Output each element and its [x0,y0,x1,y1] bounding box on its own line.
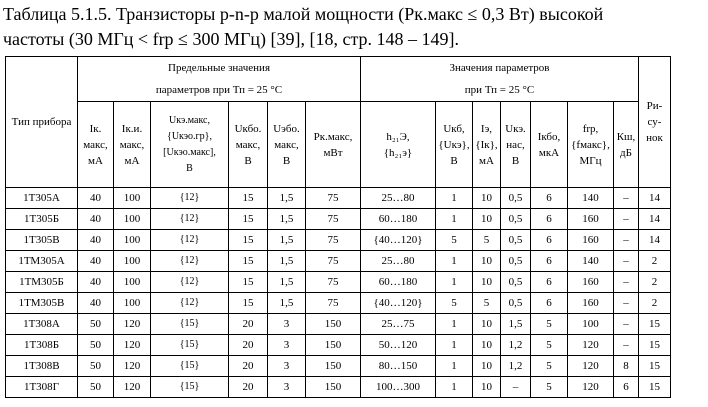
table-cell: 5 [531,356,568,377]
table-cell: 3 [268,377,306,398]
table-cell: 5 [436,293,473,314]
table-cell: 50…120 [361,335,436,356]
table-cell: {40…120} [361,230,436,251]
table-cell: 5 [473,230,501,251]
table-cell: 160 [568,293,614,314]
table-cell: 0,5 [501,293,531,314]
table-cell: 100 [114,209,151,230]
table-row [6,356,671,377]
table-cell: 75 [306,272,361,293]
table-cell: 15 [229,209,268,230]
table-cell: – [614,293,639,314]
table-cell: 10 [473,314,501,335]
table-cell: 10 [473,335,501,356]
header-limit-line-1: Предельные значения [168,62,270,74]
device-type-cell: 1Т308В [6,356,78,377]
table-cell: 20 [229,314,268,335]
table-cell: 1 [436,188,473,209]
table-cell: 6 [531,188,568,209]
table-cell: 1,2 [501,356,531,377]
table-cell: 10 [473,377,501,398]
table-cell: 150 [306,377,361,398]
table-cell: 0,5 [501,251,531,272]
table-cell: 6 [531,251,568,272]
header-param-values [361,57,639,102]
table-cell: 1 [436,335,473,356]
table-cell: 100 [114,230,151,251]
table-cell: 10 [473,188,501,209]
table-row [6,293,671,314]
table-cell: – [501,377,531,398]
caption-line-1: Таблица 5.1.5. Транзисторы p-n-p малой мощности (Рк.макс ≤ 0,3 Вт) высокой [3,4,604,24]
table-row [6,251,671,272]
device-type-cell: 1Т308А [6,314,78,335]
table-cell: 1 [436,209,473,230]
header-device-type: Тип прибора [6,57,78,188]
table-cell: 2 [639,251,671,272]
table-cell: 3 [268,314,306,335]
table-cell: 0,5 [501,209,531,230]
table-cell: 2 [639,272,671,293]
table-cell: 1,5 [268,272,306,293]
table-cell: 75 [306,251,361,272]
table-cell: 50 [78,377,114,398]
header-figure: Ри- су- нок [639,57,671,188]
table-cell: 1,5 [268,230,306,251]
header-ksh: Кш, дБ [614,102,639,188]
header-ikbo: Iкбо, мкА [531,102,568,188]
header-ukb: Uкб, {Uкэ}, В [436,102,473,188]
table-cell: – [614,209,639,230]
table-cell: 1,5 [501,314,531,335]
table-cell: 40 [78,209,114,230]
header-iki-max: Iк.и. макс, мА [114,102,151,188]
caption-line-2: частоты (30 МГц < frp ≤ 300 МГц) [39], [18, стр. 148 – 149]. [3,29,460,49]
table-cell: 8 [614,356,639,377]
header-limit-values [78,57,361,102]
table-cell: 120 [114,335,151,356]
table-cell: 160 [568,272,614,293]
table-cell: 15 [229,251,268,272]
table-cell: 75 [306,293,361,314]
table-cell: 1,5 [268,209,306,230]
table-cell: 40 [78,272,114,293]
device-type-cell: 1Т308Г [6,377,78,398]
header-h21e: h₂₁Э, {h₂₁э} [361,102,436,188]
table-cell: 1 [436,377,473,398]
table-cell: 40 [78,230,114,251]
table-cell: 10 [473,272,501,293]
table-cell: 20 [229,377,268,398]
table-cell: 1 [436,251,473,272]
table-cell: 15 [229,230,268,251]
table-cell: {40…120} [361,293,436,314]
table-cell: 1 [436,272,473,293]
table-cell: 10 [473,209,501,230]
table-cell: 15 [639,356,671,377]
table-cell: 120 [568,335,614,356]
table-cell: 120 [114,377,151,398]
table-cell: 6 [531,272,568,293]
table-cell: 6 [614,377,639,398]
table-cell: 150 [306,356,361,377]
table-cell: 100…300 [361,377,436,398]
table-row [6,230,671,251]
table-cell: 50 [78,314,114,335]
table-cell: 1,5 [268,188,306,209]
table-cell: {12} [151,209,229,230]
table-cell: – [614,272,639,293]
table-cell: – [614,188,639,209]
table-cell: 100 [114,251,151,272]
device-type-cell: 1Т305Б [6,209,78,230]
table-cell: 120 [114,314,151,335]
table-cell: 1,2 [501,335,531,356]
table-cell: 50 [78,335,114,356]
header-ie: Iэ, {Iк}, мА [473,102,501,188]
table-cell: 1,5 [268,293,306,314]
table-cell: 15 [639,314,671,335]
table-cell: 25…80 [361,251,436,272]
table-cell: {15} [151,356,229,377]
table-cell: – [614,230,639,251]
table-cell: 120 [568,356,614,377]
table-cell: 0,5 [501,272,531,293]
table-cell: 100 [114,293,151,314]
table-cell: 25…75 [361,314,436,335]
table-cell: 15 [639,377,671,398]
table-cell: – [614,335,639,356]
header-pk-max: Рк.макс, мВт [306,102,361,188]
device-type-cell: 1Т308Б [6,335,78,356]
device-type-cell: 1ТМ305В [6,293,78,314]
table-cell: 5 [531,314,568,335]
table-cell: 1 [436,356,473,377]
table-row [6,209,671,230]
table-cell: 15 [639,335,671,356]
table-cell: 120 [568,377,614,398]
table-cell: {15} [151,335,229,356]
table-cell: 100 [114,188,151,209]
table-cell: 10 [473,356,501,377]
table-cell: 50 [78,356,114,377]
table-cell: 14 [639,209,671,230]
table-cell: 0,5 [501,188,531,209]
table-row [6,188,671,209]
table-cell: 160 [568,209,614,230]
table-cell: 75 [306,188,361,209]
table-cell: 5 [473,293,501,314]
header-uebo-max: Uэбо. макс, В [268,102,306,188]
table-cell: {12} [151,251,229,272]
header-param-line-1: Значения параметров [449,62,550,74]
table-cell: 20 [229,335,268,356]
table-cell: 15 [229,188,268,209]
table-cell: 60…180 [361,209,436,230]
table-cell: 100 [568,314,614,335]
table-row [6,335,671,356]
table-cell: 3 [268,356,306,377]
table-cell: 5 [531,377,568,398]
device-type-cell: 1Т305В [6,230,78,251]
table-cell: 60…180 [361,272,436,293]
table-cell: 100 [114,272,151,293]
header-frp: frp, {fмакс}, МГц [568,102,614,188]
table-cell: 75 [306,209,361,230]
table-row [6,377,671,398]
table-cell: 150 [306,314,361,335]
header-ik-max: Iк. макс, мА [78,102,114,188]
table-cell: 150 [306,335,361,356]
table-cell: 6 [531,293,568,314]
table-cell: 1 [436,314,473,335]
table-cell: 5 [436,230,473,251]
table-cell: 140 [568,251,614,272]
table-cell: {12} [151,230,229,251]
table-cell: 2 [639,293,671,314]
device-type-cell: 1Т305А [6,188,78,209]
device-type-cell: 1ТМ305А [6,251,78,272]
table-row [6,272,671,293]
table-cell: 6 [531,209,568,230]
table-cell: 25…80 [361,188,436,209]
table-cell: 14 [639,230,671,251]
table-caption [3,2,703,52]
table-cell: – [614,314,639,335]
table-cell: 40 [78,251,114,272]
table-cell: 10 [473,251,501,272]
table-cell: 120 [114,356,151,377]
table-cell: 15 [229,293,268,314]
table-cell: {12} [151,272,229,293]
table-cell: {15} [151,377,229,398]
table-cell: 0,5 [501,230,531,251]
table-row [6,314,671,335]
header-uke-sat: Uкэ. нас, В [501,102,531,188]
table-cell: 75 [306,230,361,251]
table-cell: 40 [78,188,114,209]
table-cell: 15 [229,272,268,293]
table-cell: 140 [568,188,614,209]
table-cell: {12} [151,293,229,314]
transistor-table [5,56,671,398]
header-uke-max: Uкэ.макс, {Uкэо.гр}, [Uкэо.макс], В [151,102,229,188]
table-cell: {12} [151,188,229,209]
table-cell: 160 [568,230,614,251]
table-cell: 1,5 [268,251,306,272]
table-cell: 6 [531,230,568,251]
table-cell: 5 [531,335,568,356]
table-cell: 80…150 [361,356,436,377]
table-cell: 20 [229,356,268,377]
table-cell: 14 [639,188,671,209]
table-cell: 3 [268,335,306,356]
header-param-line-2: при Тп = 25 °С [464,84,535,96]
device-type-cell: 1ТМ305Б [6,272,78,293]
table-cell: {15} [151,314,229,335]
table-cell: – [614,251,639,272]
header-limit-line-2: параметров при Тп = 25 °С [155,84,283,96]
table-body [6,188,671,398]
header-ukbo-max: Uкбо. макс, В [229,102,268,188]
table-cell: 40 [78,293,114,314]
